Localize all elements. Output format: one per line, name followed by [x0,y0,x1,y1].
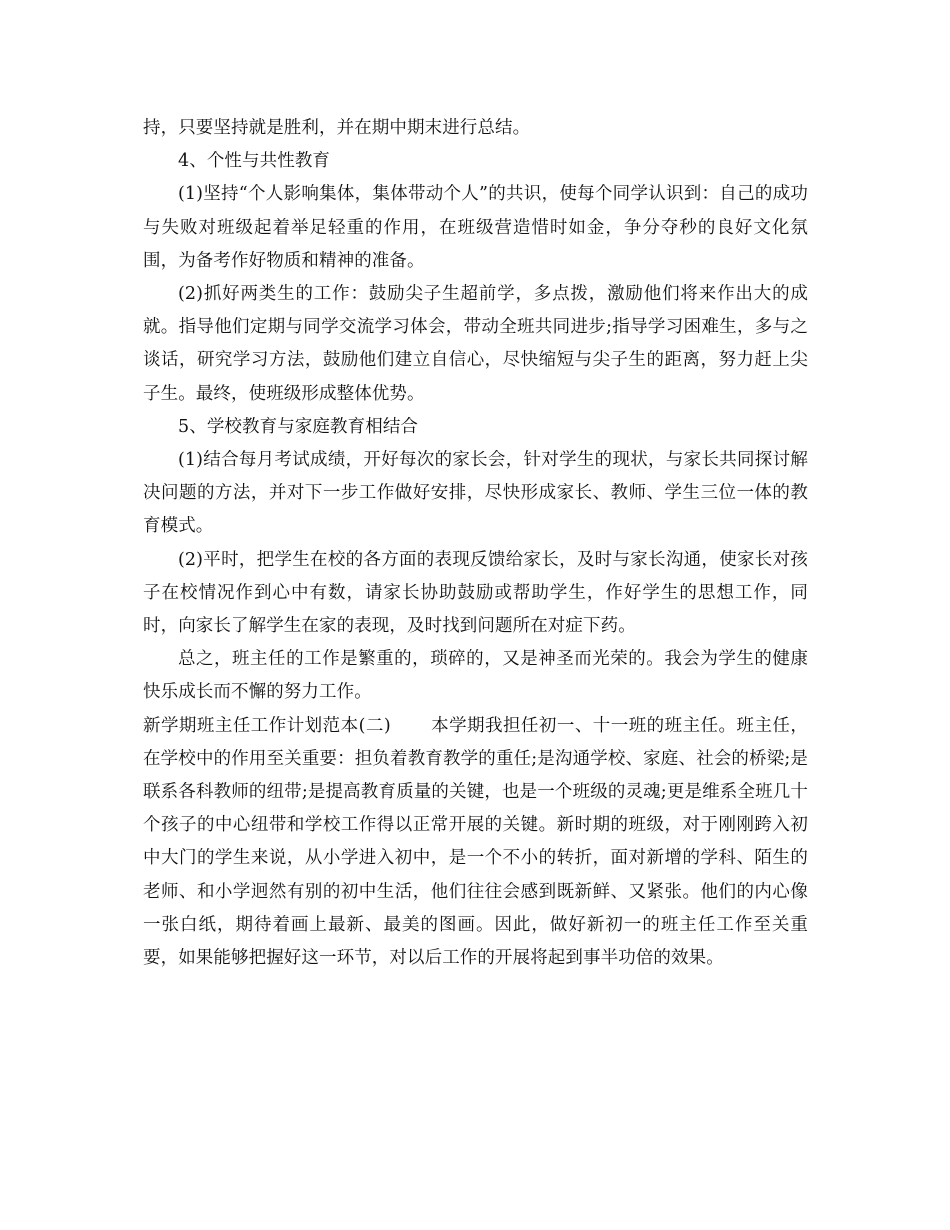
section-heading-5: 5、学校教育与家庭教育相结合 [178,416,419,437]
paragraph-4-2: (2)抓好两类生的工作：鼓励尖子生超前学，多点拨，激励他们将来作出大的成就。指导他们定期与同学交流学习体会，带动全班共同进步;指导学习困难生，多与之谈话，研究学习方法，鼓励他们建立自信心，尽快缩短与尖子生的距离，努力赶上尖子生。最终，使班级形成整体优势。 [143,284,808,404]
document-body [143,112,808,975]
paragraph-continuation: 持，只要坚持就是胜利，并在期中期末进行总结。 [143,118,531,138]
section-heading-4: 4、个性与共性教育 [178,151,331,172]
paragraph-summary: 总之，班主任的工作是繁重的，琐碎的，又是神圣而光荣的。我会为学生的健康快乐成长而不懈的努力工作。 [143,649,808,703]
paragraph-4-1: (1)坚持“个人影响集体，集体带动个人”的共识，使每个同学认识到：自己的成功与失败对班级起着举足轻重的作用，在班级营造惜时如金，争分夺秒的良好文化氛围，为备考作好物质和精神的准备。 [143,184,808,271]
document-section-title: 新学期班主任工作计划范本(二) [143,715,391,736]
paragraph-5-1: (1)结合每月考试成绩，开好每次的家长会，针对学生的现状，与家长共同探讨解决问题的方法，并对下一步工作做好安排，尽快形成家长、教师、学生三位一体的教育模式。 [143,450,808,537]
paragraph-5-2: (2)平时，把学生在校的各方面的表现反馈给家长，及时与家长沟通，使家长对孩子在校情况作到心中有数，请家长协助鼓励或帮助学生，作好学生的思想工作，同时，向家长了解学生在家的表现，及时找到问题所在对症下药。 [143,549,808,637]
document-section-text: 本学期我担任初一、十一班的班主任。班主任，在学校中的作用至关重要：担负着教育教学的重任;是沟通学校、家庭、社会的桥梁;是联系各科教师的纽带;是提高教育质量的关键，也是一个班级的灵魂;更是维系全班几十个孩子的中心纽带和学校工作得以正常开展的关键。新时期的班级，对于刚刚跨入初中大门的学生来说，从小学进入初中，是一个不小的转折，面对新增的学科、陌生的老师、和小学迥然有别的初中生活，他们往往会感到既新鲜、又紧张。他们的内心像一张白纸，期待着画上最新、最美的图画。因此，做好新初一的班主任工作至关重要，如果能够把握好这一环节，对以后工作的开展将起到事半功倍的效果。 [143,715,808,969]
paragraph-plan-two [143,710,808,976]
